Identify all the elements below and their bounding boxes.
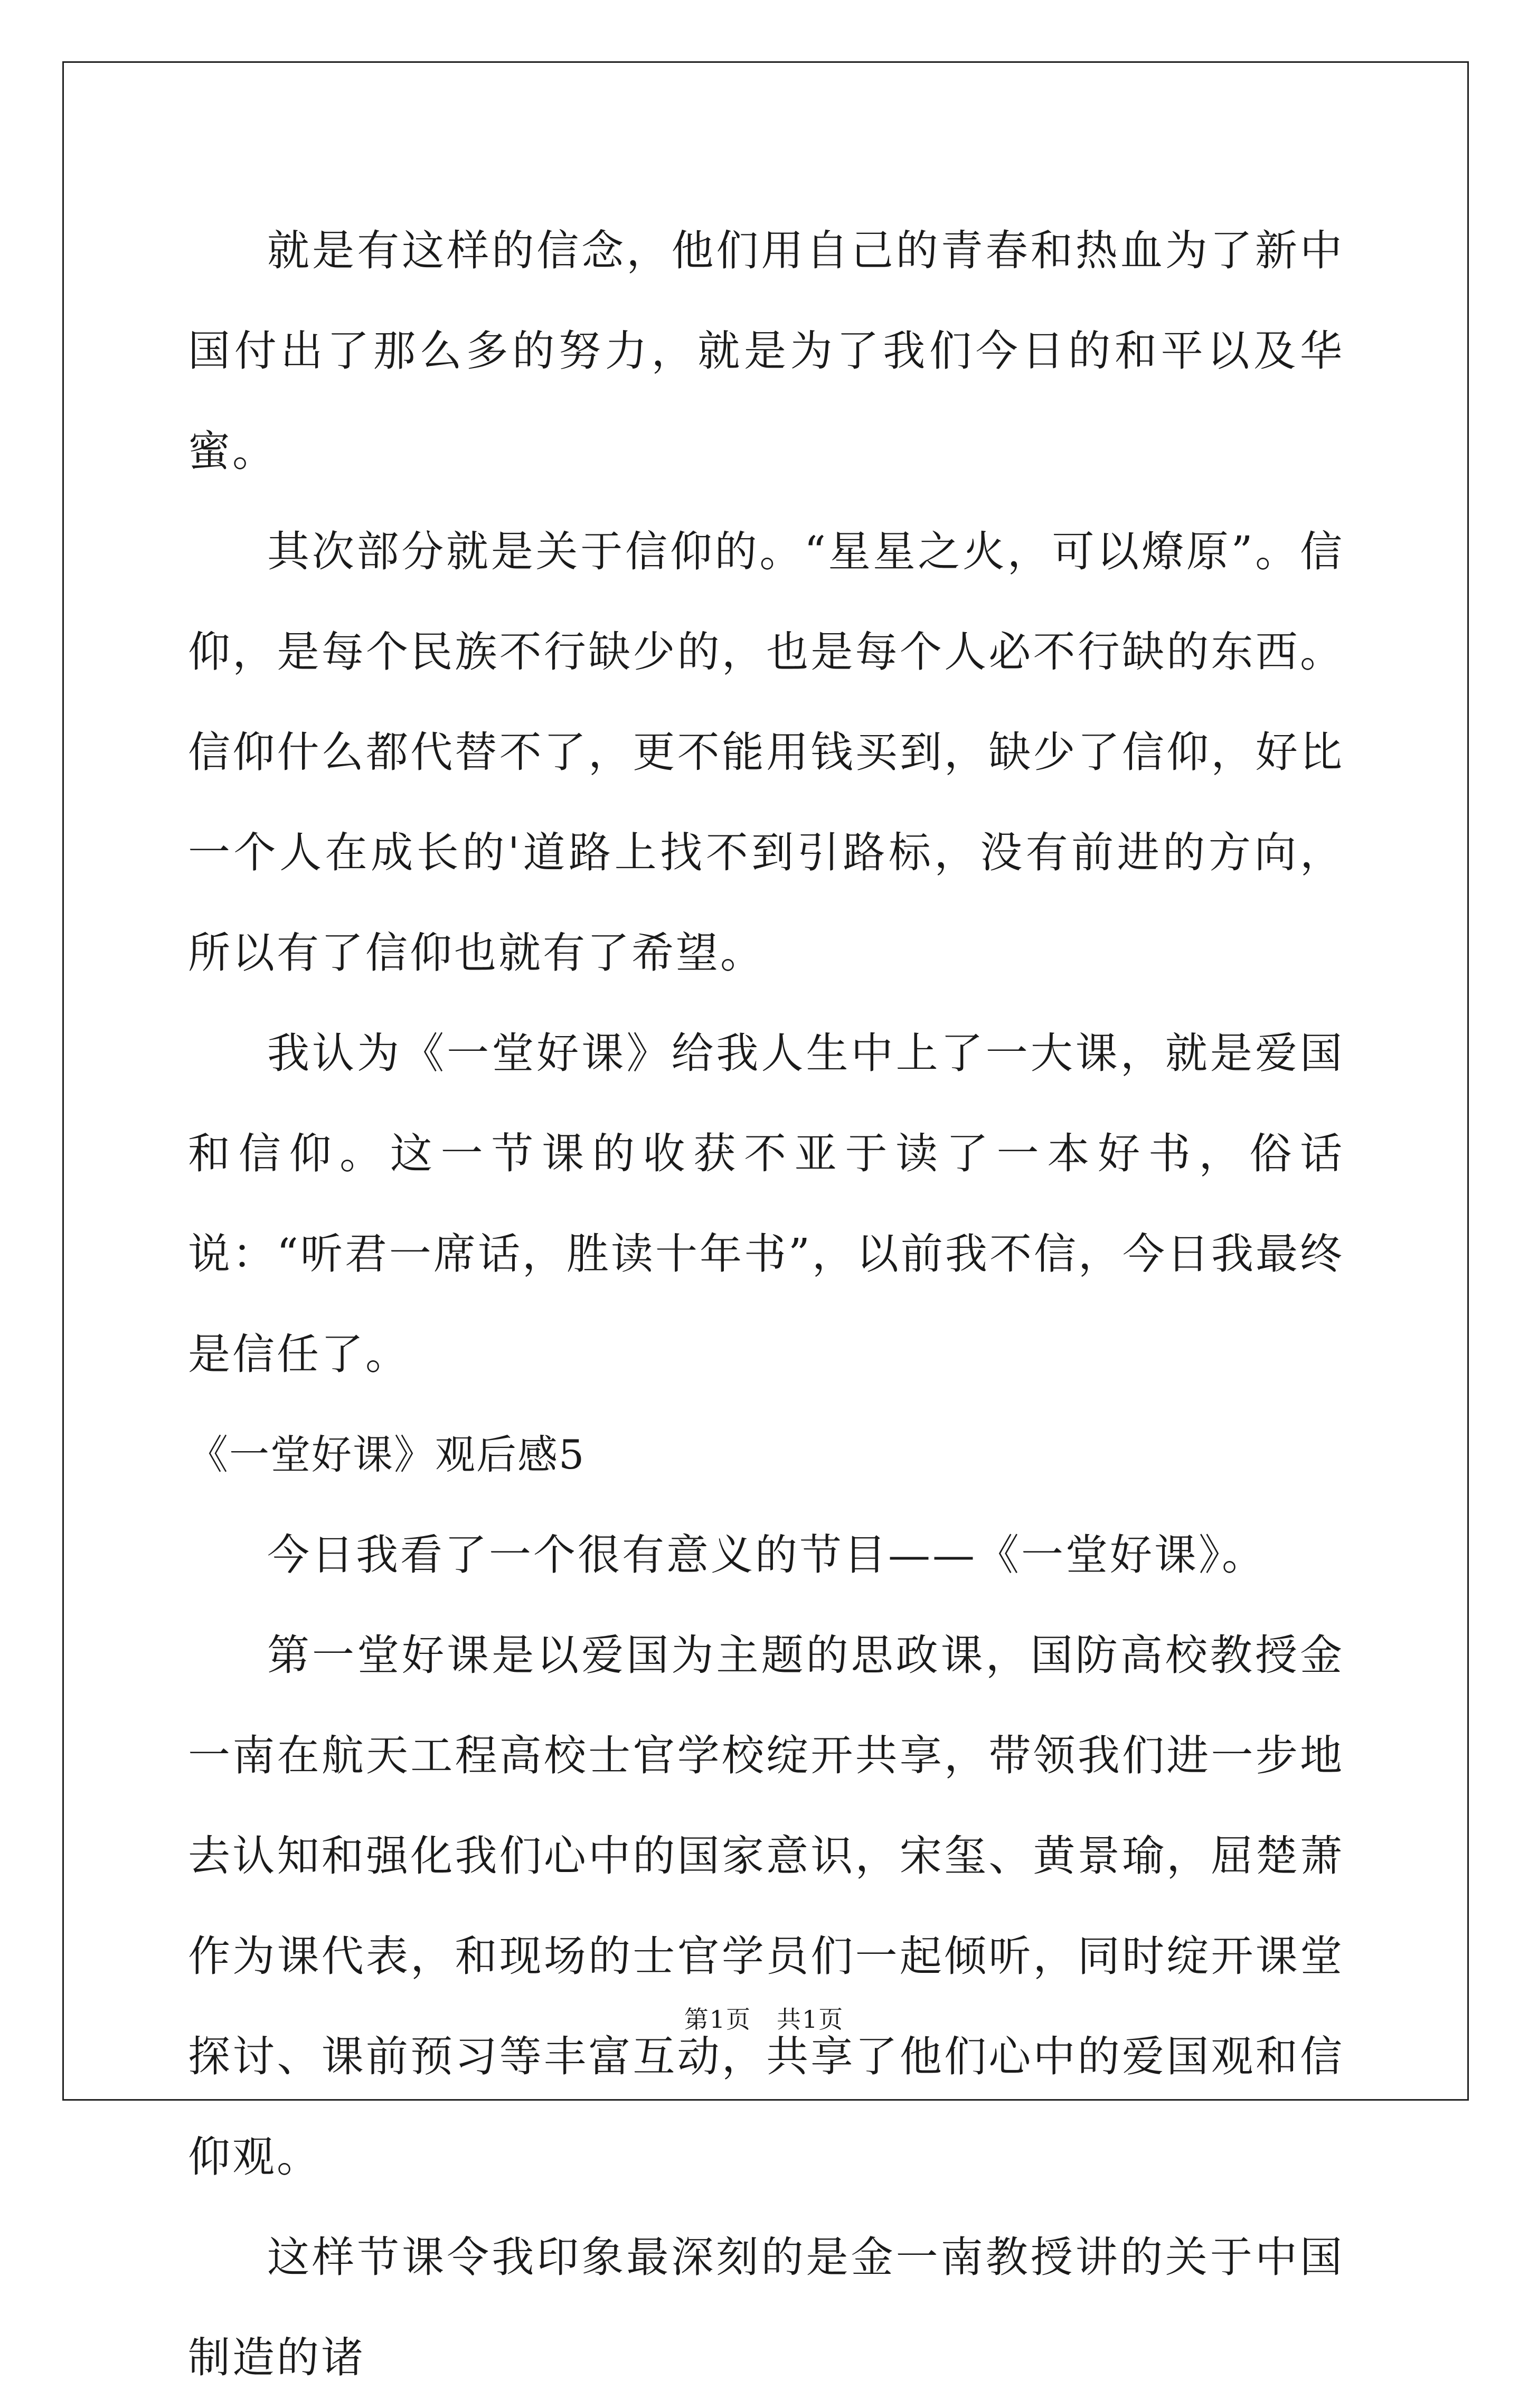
paragraph-3: 我认为《一堂好课》给我人生中上了一大课，就是爱国和信仰。这一节课的收获不亚于读了一本好书，俗话说：“听君一席话，胜读十年书”，以前我不信，今日我最终是信任了。: [188, 1029, 1344, 1379]
page-footer: 第1页 共1页: [684, 2005, 844, 2034]
paragraph-2: 其次部分就是关于信仰的。“星星之火，可以燎原”。信仰，是每个民族不行缺少的，也是每个人必不行缺的东西。信仰什么都代替不了，更不能用钱买到，缺少了信仰，好比一个人在成长的'道路上找不到引路标，没有前进的方向，所以有了信仰也就有了希望。: [188, 527, 1344, 977]
paragraph-4: 今日我看了一个很有意义的节目——《一堂好课》。: [267, 1530, 1266, 1579]
paragraph-5: 第一堂好课是以爱国为主题的思政课，国防高校教授金一南在航天工程高校士官学校绽开共享，带领我们进一步地去认知和强化我们心中的国家意识，宋玺、黄景瑜，屈楚萧作为课代表，和现场的士官学员们一起倾听，同时绽开课堂探讨、课前预习等丰富互动，共享了他们心中的爱国观和信仰观。: [188, 1631, 1344, 2181]
paragraph-1: 就是有这样的信念，他们用自己的青春和热血为了新中国付出了那么多的努力，就是为了我们今日的和平以及华蜜。: [188, 226, 1344, 476]
document-body: [188, 201, 1344, 2408]
paragraph-6: 这样节课令我印象最深刻的是金一南教授讲的关于中国制造的诸: [188, 2233, 1344, 2382]
section-heading: 《一堂好课》观后感5: [188, 1431, 586, 1478]
